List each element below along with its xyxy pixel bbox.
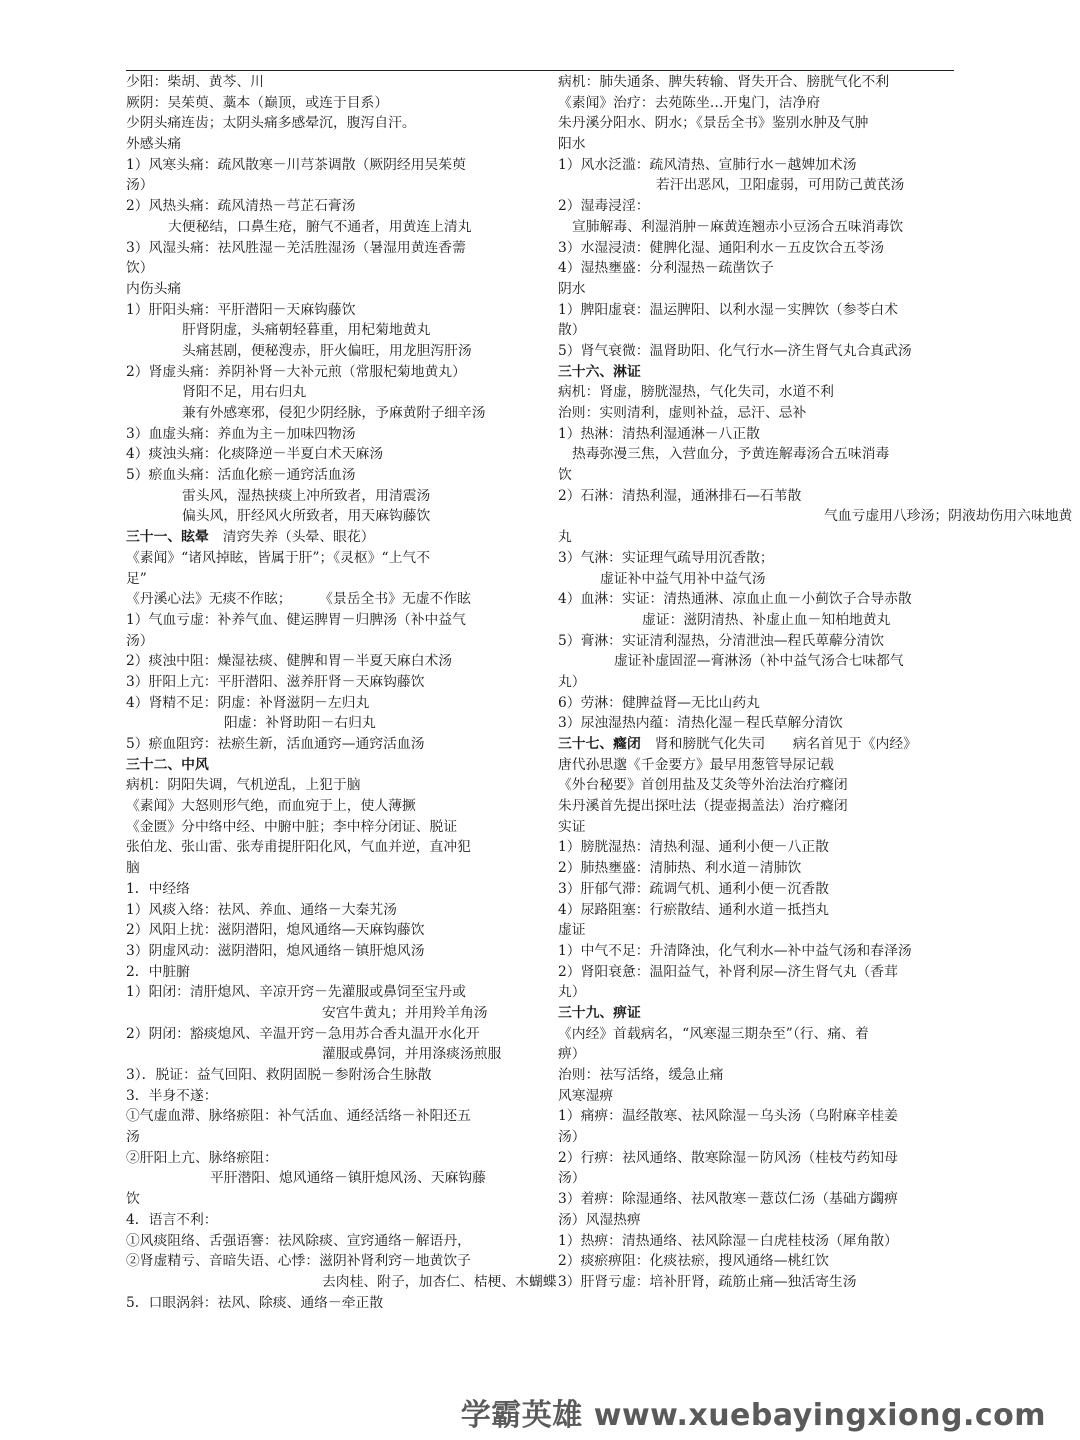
line-text: 2）阴闭：豁痰熄风、辛温开窍－急用苏合香丸温开水化开: [126, 1025, 480, 1042]
line-text: 病机：肾虚，膀胱湿热，气化失司，水道不利: [558, 384, 834, 401]
line-text: 病机：阴阳失调，气机逆乱，上犯于脑: [126, 777, 361, 794]
text-line: [126, 631, 536, 652]
text-line: [126, 1189, 536, 1210]
text-line: [126, 672, 536, 693]
text-line: [558, 217, 968, 238]
section-title: 三十九、痹证: [558, 1004, 641, 1021]
text-line: [558, 1251, 968, 1272]
text-line: [558, 527, 968, 548]
right-column: [558, 72, 1073, 1293]
text-line: [558, 196, 968, 217]
text-line: [558, 134, 968, 155]
text-line: [126, 320, 536, 341]
line-text: 灌服或鼻饲，并用涤痰汤煎服: [322, 1046, 502, 1063]
line-text: 唐代孙思邈《千金要方》最早用葱管导尿记载: [558, 756, 834, 773]
text-line: [558, 589, 968, 610]
line-text: 4）尿路阻塞：行瘀散结、通利水道－抵挡丸: [558, 901, 829, 918]
line-text: 头痛甚剧，便秘溲赤，肝火偏旺，用龙胆泻肝汤: [182, 342, 472, 359]
text-line: [558, 941, 968, 962]
text-line: [126, 1024, 536, 1045]
text-line: [126, 217, 536, 238]
text-line: [126, 734, 536, 755]
text-line: [126, 1127, 536, 1148]
text-line: [558, 920, 968, 941]
text-line: [126, 1231, 536, 1252]
text-line: [558, 486, 968, 507]
text-line: [126, 900, 536, 921]
text-line: [126, 134, 536, 155]
line-text: 2）湿毒浸淫：: [558, 198, 650, 215]
line-text: 张伯龙、张山雷、张寿甫提肝阳化风，气血并逆，直冲犯: [126, 839, 471, 856]
line-text: 外感头痛: [126, 136, 182, 153]
text-line: [126, 548, 536, 569]
line-text: 风寒湿痹: [558, 1087, 614, 1104]
text-line: [126, 941, 536, 962]
line-text: 汤）: [126, 632, 154, 649]
line-text: 3）风湿头痛：祛风胜湿－羌活胜湿汤（暑湿用黄连香薷: [126, 239, 466, 256]
line-text: 3）尿浊湿热内蕴：清热化湿－程氏草解分清饮: [558, 715, 843, 732]
line-text: 厥阴：吴茱萸、藁本（巅顶，或连于目系）: [126, 94, 389, 111]
text-line: [126, 962, 536, 983]
text-line: [558, 1044, 968, 1065]
text-line: [126, 1003, 536, 1024]
line-text: 2）痰浊中阻：燥湿祛痰、健脾和胃－半夏天麻白术汤: [126, 653, 453, 670]
line-text: 若汗出恶风，卫阳虚弱，可用防己黄芪汤: [656, 177, 905, 194]
text-line: [558, 341, 968, 362]
text-line: [126, 403, 536, 424]
text-line: [558, 775, 968, 796]
site-watermark: 学霸英雄 www.xuebayingxiong.com: [460, 1398, 1046, 1433]
line-text: 内伤头痛: [126, 280, 182, 297]
line-text: 3）肝郁气滞：疏调气机、通利小便－沉香散: [558, 880, 829, 897]
line-text: 少阴头痛连齿；太阴头痛多感晕沉，腹泻自汗。: [126, 115, 416, 132]
text-line: [126, 982, 536, 1003]
line-text: 汤）: [126, 177, 154, 194]
line-text: 《外台秘要》首创用盐及艾灸等外治法治疗癃闭: [558, 777, 848, 794]
text-line: [558, 900, 968, 921]
text-line: [126, 444, 536, 465]
text-line: [558, 817, 968, 838]
line-text: 4）血淋：实证：清热通淋、凉血止血－小蓟饮子合导赤散: [558, 591, 912, 608]
line-text: 气血亏虚用八珍汤；阴液劫伤用六味地黄: [824, 508, 1073, 525]
text-line: [558, 465, 968, 486]
text-line: [558, 610, 968, 631]
line-text: 2）肺热壅盛：清肺热、利水道－清肺饮: [558, 860, 802, 877]
line-text: ②肝阳上亢、脉络瘀阻：: [126, 1149, 278, 1166]
text-line: [558, 837, 968, 858]
text-line: [558, 424, 968, 445]
line-text: 1）风水泛滥：疏风清热、宣肺行水－越婢加术汤: [558, 156, 857, 173]
line-text: 肾阳不足，用右归丸: [182, 384, 307, 401]
line-text: 兼有外感寒邪，侵犯少阴经脉，予麻黄附子细辛汤: [182, 405, 486, 421]
line-text: 5）肾气衰微：温肾助阳、化气行水—济生肾气丸合真武汤: [558, 342, 912, 359]
line-text: 平肝潜阳、熄风通络－镇肝熄风汤、天麻钩藤: [210, 1170, 486, 1187]
text-line: [558, 155, 968, 176]
line-text: 1）肝阳头痛：平肝潜阳－天麻钩藤饮: [126, 301, 356, 318]
text-line: [558, 1024, 968, 1045]
text-line: [126, 1106, 536, 1127]
line-text: 2）风热头痛：疏风清热－芎芷石膏汤: [126, 198, 356, 215]
section-title: 三十六、淋证: [558, 363, 641, 380]
text-line: [126, 341, 536, 362]
line-text: 3）气淋：实证理气疏导用沉香散；: [558, 549, 774, 566]
line-text: 1）风痰入络：祛风、养血、通络－大秦艽汤: [126, 901, 397, 918]
text-line: [126, 837, 536, 858]
text-line: [558, 693, 968, 714]
text-line: [558, 1210, 968, 1231]
line-text: 实证: [558, 818, 586, 835]
section-title: 三十一、眩晕: [126, 529, 209, 546]
line-text: 雷头风，湿热挟痰上冲所致者，用清震汤: [182, 487, 431, 504]
line-text: 1）脾阳虚衰：温运脾阳、以利水湿－实脾饮（参苓白术: [558, 301, 898, 318]
text-line: [558, 1086, 968, 1107]
line-text: 丸）: [558, 984, 586, 1001]
text-line: [558, 444, 968, 465]
line-text: 2）肾阳衰惫：温阳益气，补肾利尿—济生肾气丸（香茸: [558, 963, 898, 980]
text-line: [126, 238, 536, 259]
line-text: 2）肾虚头痛：养阴补肾－大补元煎（常服杞菊地黄丸）: [126, 363, 466, 380]
line-text: 3）阴虚风动：滋阴潜阳，熄风通络－镇肝熄风汤: [126, 942, 425, 959]
line-text: 汤）: [558, 1170, 586, 1187]
text-line: [558, 1272, 968, 1293]
line-text: 虚证：滋阴清热、补虚止血－知柏地黄丸: [642, 611, 891, 628]
line-text: 汤）: [558, 1129, 586, 1146]
text-line: [558, 569, 968, 590]
line-text: 3）肝阳上亢：平肝潜阳、滋养肝肾－天麻钩藤饮: [126, 673, 425, 690]
line-text: 5）瘀血阻窍：祛瘀生新，活血通窍—通窍活血汤: [126, 736, 425, 752]
left-column: [126, 72, 557, 1313]
line-text: 5）瘀血头痛：活血化瘀－通窍活血汤: [126, 467, 356, 484]
text-line: [126, 589, 536, 610]
text-line: [126, 300, 536, 321]
line-text: 1）中气不足：升清降浊，化气利水—补中益气汤和春泽汤: [558, 942, 912, 959]
line-text: 1）热淋：清热利湿通淋－八正散: [558, 425, 760, 442]
line-text: 虚证补中益气用补中益气汤: [600, 570, 766, 587]
text-line: [558, 258, 968, 279]
line-text: 《金匮》分中络中经、中腑中脏；李中梓分闭证、脱证: [126, 818, 458, 835]
line-text: 1．中经络: [126, 880, 190, 897]
line-text: 5．口眼涡斜：祛风、除痰、通络－牵正散: [126, 1294, 384, 1311]
section-heading: [558, 362, 968, 383]
line-text: ①气虚血滞、脉络瘀阻：补气活血、通经活络－补阳还五: [126, 1108, 471, 1125]
text-line: [558, 879, 968, 900]
section-title: 三十二、中风: [126, 756, 209, 773]
line-text: 肝肾阴虚，头痛朝轻暮重，用杞菊地黄丸: [182, 322, 431, 339]
text-line: [126, 1168, 536, 1189]
text-line: [126, 879, 536, 900]
text-line: [558, 1065, 968, 1086]
line-text: 《素闻》治疗：去苑陈坐…开鬼门，洁净府: [558, 94, 821, 111]
line-text: 1）痛痹：温经散寒、祛风除湿－乌头汤（乌附麻辛桂姜: [558, 1108, 898, 1125]
section-heading: [558, 734, 968, 755]
section-title: 三十七、癃闭: [558, 736, 641, 752]
text-line: [126, 1148, 536, 1169]
line-text: 治则：祛写活络，缓急止痛: [558, 1067, 724, 1083]
line-text: 3）着痹：除湿通络、祛风散寒－薏苡仁汤（基础方蠲痹: [558, 1191, 898, 1208]
line-text: 去肉桂、附子，加杏仁、桔梗、木蝴蝶: [322, 1273, 557, 1290]
text-line: [126, 93, 536, 114]
line-text: 3）肝肾亏虚：培补肝肾，疏筋止痛—独活寄生汤: [558, 1273, 857, 1290]
text-line: [558, 300, 968, 321]
text-line: [558, 320, 968, 341]
text-line: [126, 1272, 557, 1293]
text-line: [558, 651, 968, 672]
text-line: [126, 113, 536, 134]
text-line: [558, 548, 968, 569]
text-line: [126, 817, 536, 838]
line-text: 《素闻》大怒则形气绝，而血宛于上，使人薄撅: [126, 798, 416, 815]
line-text: 4）肾精不足：阴虚：补肾滋阴－左归丸: [126, 694, 370, 711]
text-line: [126, 610, 536, 631]
text-line: [558, 1127, 968, 1148]
line-text: 2）痰瘀痹阻：化痰祛瘀，搜风通络—桃红饮: [558, 1253, 829, 1270]
line-text: 脑: [126, 860, 140, 877]
line-text: 4）湿热壅盛：分利湿热－疏凿饮子: [558, 260, 774, 277]
text-line: [126, 693, 536, 714]
text-line: [126, 155, 536, 176]
line-text: 1）阳闭：清肝熄风、辛凉开窍－先灌服或鼻饲至宝丹或: [126, 984, 466, 1001]
line-text: 3）水湿浸渍：健脾化湿、通阳利水－五皮饮合五苓汤: [558, 239, 885, 256]
text-line: [126, 775, 536, 796]
text-line: [558, 672, 968, 693]
text-line: [126, 1065, 536, 1086]
line-text: 宣肺解毒、利湿消肿－麻黄连翘赤小豆汤合五味消毒饮: [572, 218, 904, 235]
line-text: 阳虚：补肾助阳－右归丸: [224, 715, 376, 732]
text-line: [126, 196, 536, 217]
line-text: 饮: [126, 1191, 140, 1208]
line-text: 2）石淋：清热利湿，通淋排石—石苇散: [558, 487, 802, 504]
line-text: 4）痰浊头痛：化痰降逆－半夏白术天麻汤: [126, 446, 384, 463]
line-text: 3）．脱证：益气回阳、救阴固脱－参附汤合生脉散: [126, 1067, 432, 1083]
line-text: 散）: [558, 322, 586, 339]
line-text: 3．半身不遂：: [126, 1087, 218, 1104]
section-heading: [126, 755, 536, 776]
line-text: 虚证: [558, 922, 586, 939]
text-line: [558, 1106, 968, 1127]
text-line: [558, 755, 968, 776]
text-line: [558, 113, 968, 134]
text-line: [126, 1293, 536, 1314]
line-text: 阳水: [558, 136, 586, 153]
text-line: [126, 72, 536, 93]
line-text: 汤: [126, 1129, 140, 1146]
text-line: [126, 486, 536, 507]
text-line: [558, 238, 968, 259]
text-line: [126, 175, 536, 196]
line-text: 1）热痹：清热通络、祛风除湿－白虎桂枝汤（犀角散）: [558, 1232, 898, 1249]
line-text: 1）气血亏虚：补养气血、健运脾胃－归脾汤（补中益气: [126, 611, 466, 628]
text-line: [126, 382, 536, 403]
line-text: ②肾虚精亏、音暗失语、心悸：滋阴补肾利窍－地黄饮子: [126, 1253, 471, 1270]
text-line: [558, 713, 968, 734]
text-line: [126, 465, 536, 486]
text-line: [558, 1168, 968, 1189]
line-text: 1）风寒头痛：疏风散寒－川芎茶调散（厥阴经用吴茱萸: [126, 156, 466, 173]
line-text: 2）行痹：祛风通络、散寒除湿－防风汤（桂枝芍药知母: [558, 1149, 898, 1166]
text-line: [558, 506, 1073, 527]
line-text: 6）劳淋：健脾益肾—无比山药丸: [558, 694, 760, 711]
line-text: 阴水: [558, 280, 586, 297]
section-heading: [558, 1003, 968, 1024]
text-line: [126, 424, 536, 445]
text-line: [558, 403, 968, 424]
text-line: [558, 796, 968, 817]
text-line: [558, 175, 968, 196]
line-text: 朱丹溪分阳水、阴水；《景岳全书》鉴别水肿及气肿: [558, 115, 869, 132]
line-text: 安宫牛黄丸；并用羚羊角汤: [322, 1004, 488, 1021]
text-line: [558, 382, 968, 403]
line-text: 热毒弥漫三焦，入营血分，予黄连解毒汤合五味消毒: [572, 446, 890, 463]
section-note: 肾和膀胱气化失司 病名首见于《内经》: [654, 736, 917, 752]
line-text: 1）膀胱湿热：清热利湿、通利小便－八正散: [558, 839, 829, 856]
text-line: [558, 279, 968, 300]
line-text: 痹）: [558, 1046, 586, 1063]
text-line: [126, 1251, 536, 1272]
text-line: [126, 1044, 536, 1065]
text-line: [126, 569, 536, 590]
section-heading: [126, 527, 536, 548]
text-line: [558, 72, 968, 93]
line-text: 5）膏淋：实证清利湿热，分清泄浊—程氏萆薢分清饮: [558, 632, 885, 649]
line-text: 2．中脏腑: [126, 963, 190, 980]
line-text: 偏头风，肝经风火所致者，用天麻钩藤饮: [182, 508, 431, 525]
text-line: [558, 631, 968, 652]
text-line: [126, 858, 536, 879]
line-text: 丸: [558, 529, 572, 546]
text-line: [558, 1148, 968, 1169]
line-text: 4．语言不利：: [126, 1211, 218, 1228]
line-text: 虚证补虚固涩—膏淋汤（补中益气汤合七味都气: [614, 653, 904, 670]
text-line: [126, 796, 536, 817]
line-text: 病机：肺失通条、脾失转输、肾失开合、膀胱气化不利: [558, 74, 890, 90]
text-line: [558, 982, 968, 1003]
text-line: [126, 1086, 536, 1107]
text-line: [126, 920, 536, 941]
text-line: [126, 362, 536, 383]
line-text: 足”: [126, 570, 147, 587]
text-line: [126, 713, 536, 734]
line-text: ①风痰阻络、舌强语謇：祛风除痰、宣窍通络－解语丹，: [126, 1232, 471, 1249]
line-text: 少阳：柴胡、黄芩、川: [126, 74, 264, 90]
text-line: [558, 1231, 968, 1252]
line-text: 2）风阳上扰：滋阴潜阳，熄风通络—天麻钩藤饮: [126, 922, 425, 939]
line-text: 饮: [558, 467, 572, 484]
text-line: [558, 93, 968, 114]
text-line: [558, 858, 968, 879]
text-line: [126, 651, 536, 672]
line-text: 丸）: [558, 673, 586, 690]
section-note: 清窍失养（头晕、眼花）: [222, 529, 375, 546]
line-text: 汤）风湿热痹: [558, 1211, 641, 1228]
line-text: 朱丹溪首先提出探吐法（提壶揭盖法）治疗癃闭: [558, 798, 848, 815]
text-line: [126, 258, 536, 279]
top-rule: [126, 70, 954, 71]
line-text: 大便秘结，口鼻生疮，腑气不通者，用黄连上清丸: [168, 218, 472, 235]
text-line: [558, 1189, 968, 1210]
text-line: [558, 962, 968, 983]
line-text: 《丹溪心法》无痰不作眩； 《景岳全书》无虚不作眩: [126, 591, 471, 608]
text-line: [126, 1210, 536, 1231]
line-text: 3）血虚头痛：养血为主－加味四物汤: [126, 425, 356, 442]
text-line: [126, 506, 536, 527]
line-text: 《内经》首载病名，“风寒湿三期杂至”（行、痛、着: [558, 1025, 869, 1042]
line-text: 《素闻》“诸风掉眩，皆属于肝”；《灵枢》“上气不: [126, 549, 430, 566]
text-line: [126, 279, 536, 300]
line-text: 治则：实则清利，虚则补益，忌汗、忌补: [558, 405, 807, 421]
line-text: 饮）: [126, 260, 154, 277]
